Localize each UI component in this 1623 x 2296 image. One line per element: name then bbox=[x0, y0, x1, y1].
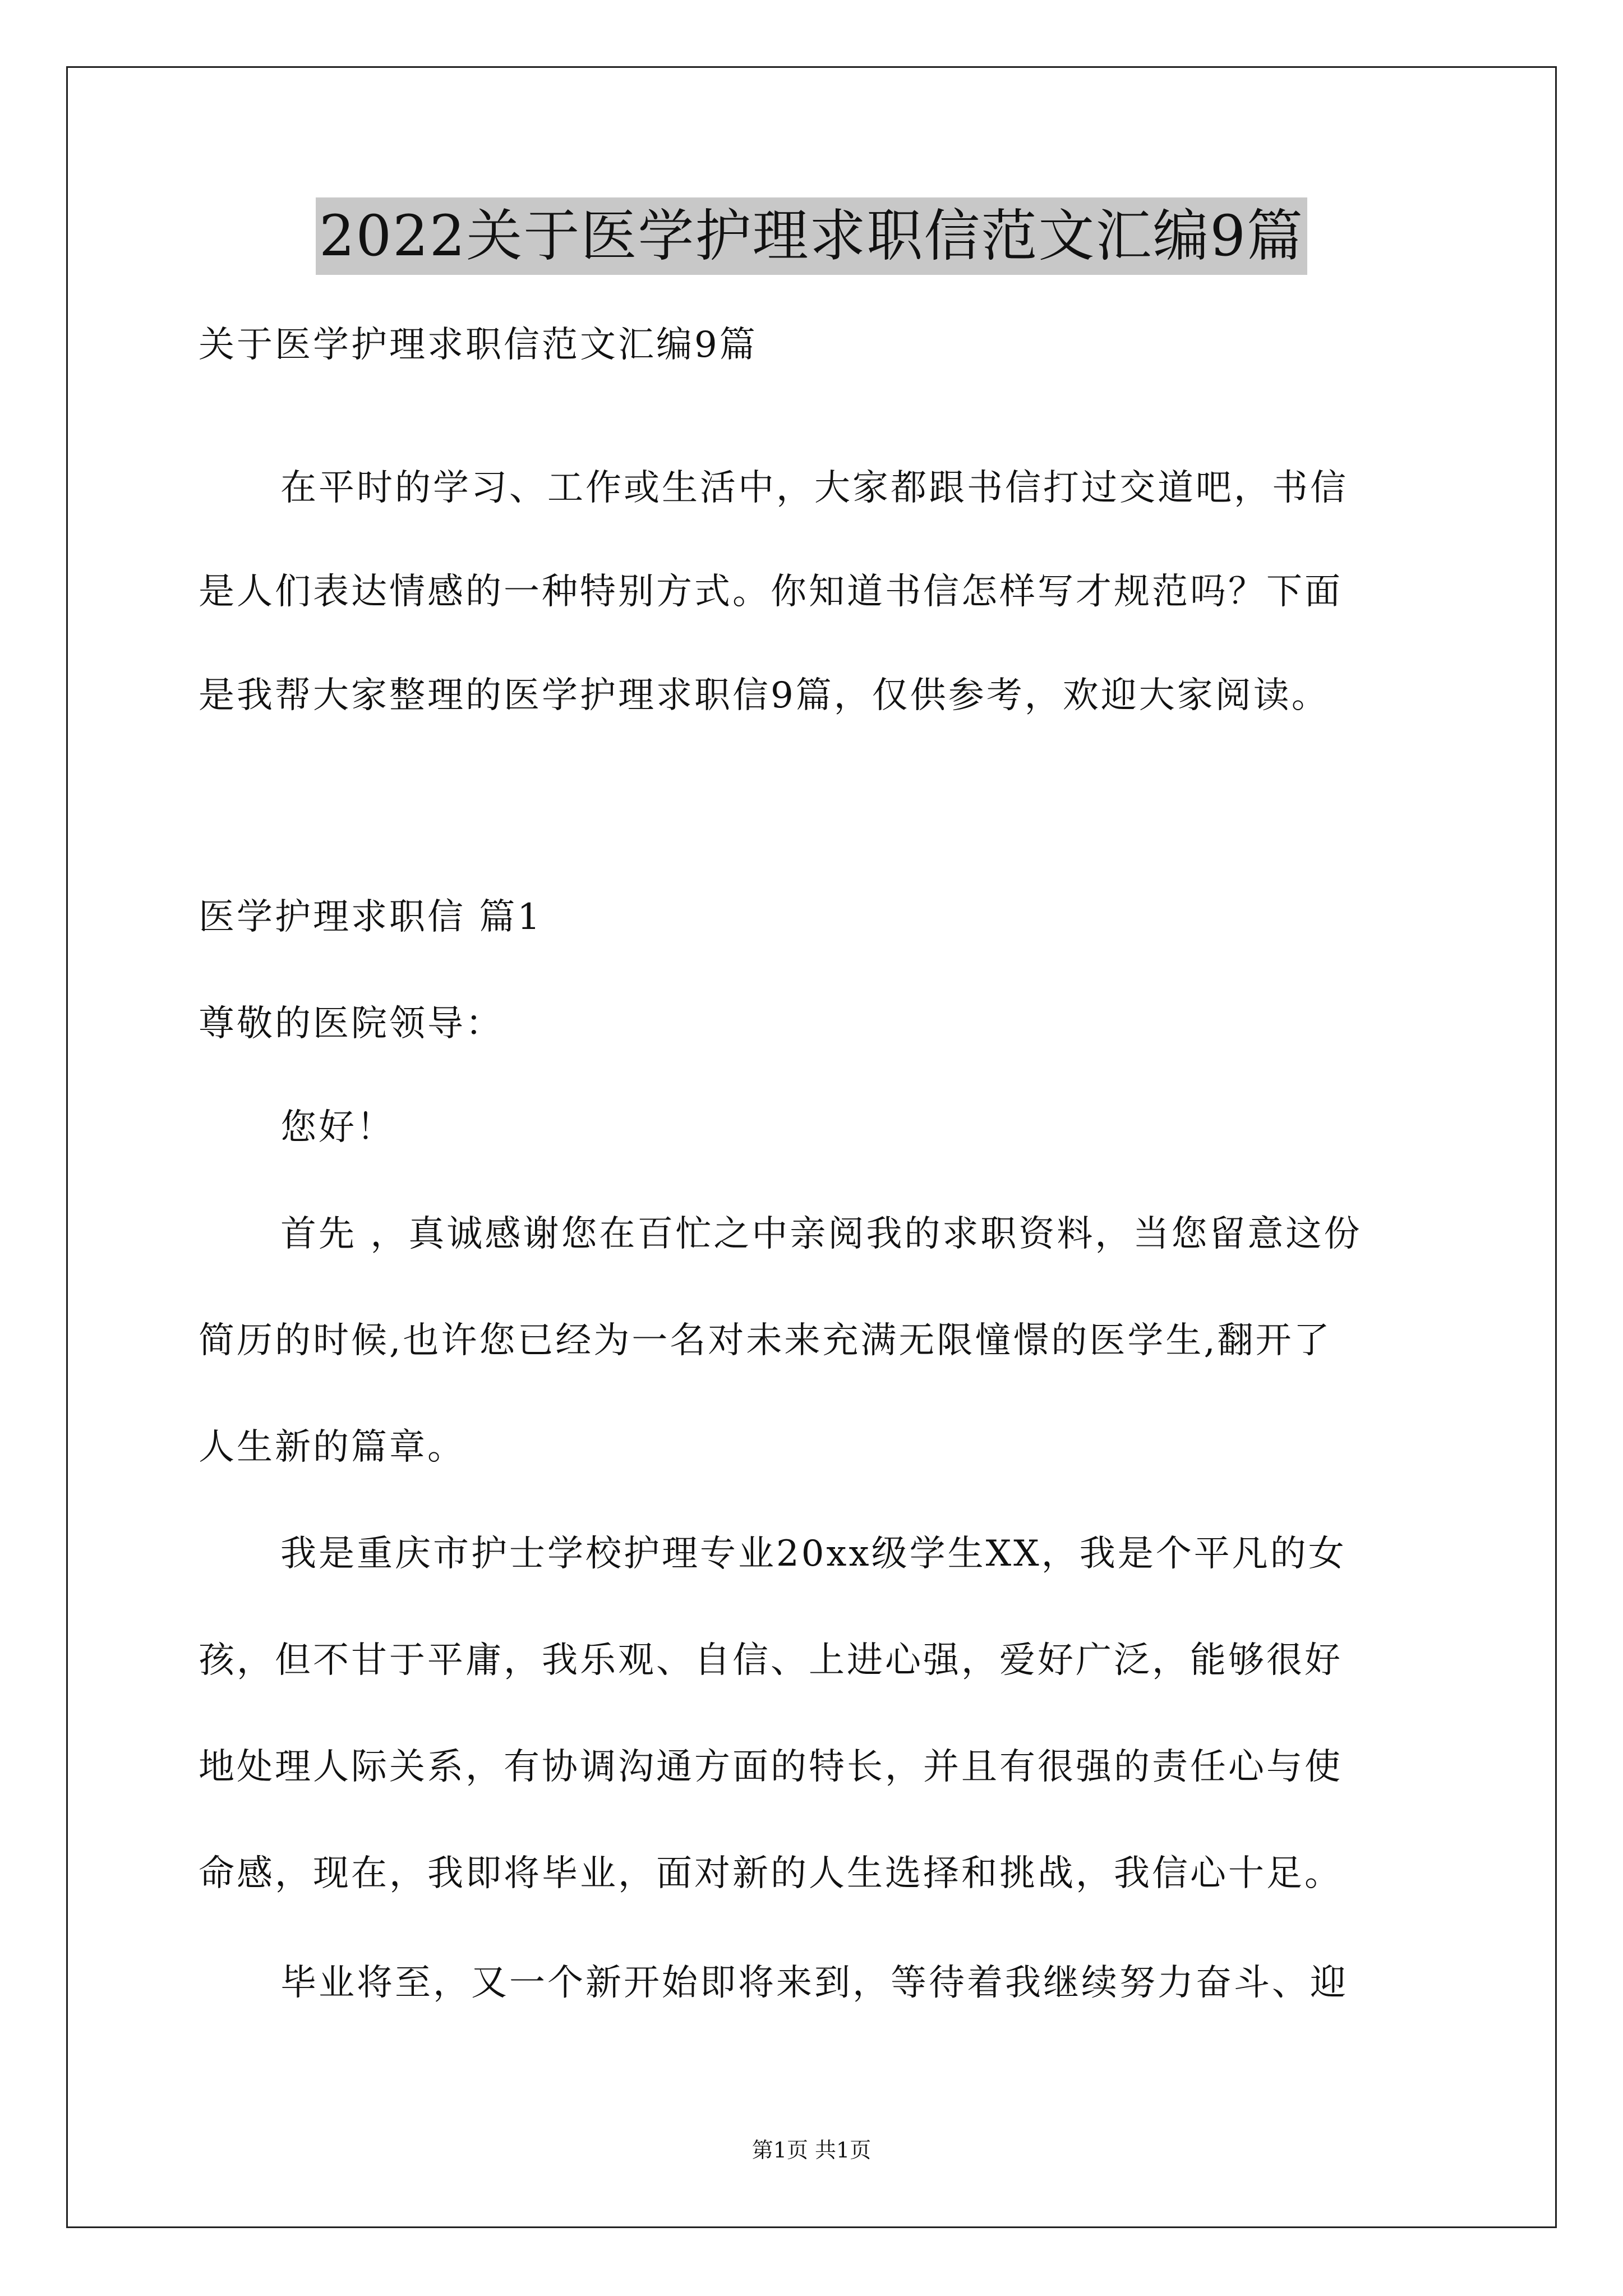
document-title: 2022关于医学护理求职信范文汇编9篇 bbox=[316, 197, 1307, 275]
salutation: 尊敬的医院领导： bbox=[199, 1003, 504, 1045]
paragraph-line: 地处理人际关系，有协调沟通方面的特长，并且有很强的责任心与使 bbox=[199, 1746, 1343, 1788]
intro-line: 是人们表达情感的一种特别方式。你知道书信怎样写才规范吗？下面 bbox=[199, 571, 1343, 613]
paragraph-line: 孩，但不甘于平庸，我乐观、自信、上进心强，爱好广泛，能够很好 bbox=[199, 1640, 1343, 1681]
page-footer: 第1页 共1页 bbox=[751, 2138, 872, 2162]
greeting: 您好！ bbox=[280, 1107, 395, 1148]
document-subtitle: 关于医学护理求职信范文汇编9篇 bbox=[199, 324, 758, 366]
paragraph-line: 我是重庆市护士学校护理专业20xx级学生XX，我是个平凡的女 bbox=[280, 1533, 1347, 1575]
paragraph-line: 人生新的篇章。 bbox=[199, 1427, 465, 1468]
section-heading: 医学护理求职信 篇1 bbox=[199, 896, 543, 938]
paragraph-line: 首先 ，真诚感谢您在百忙之中亲阅我的求职资料，当您留意这份 bbox=[280, 1213, 1362, 1255]
paragraph-line: 简历的时候,也许您已经为一名对未来充满无限憧憬的医学生,翻开了 bbox=[199, 1320, 1332, 1361]
intro-line: 在平时的学习、工作或生活中，大家都跟书信打过交道吧，书信 bbox=[280, 467, 1348, 509]
title-container bbox=[0, 197, 1623, 275]
paragraph-line: 毕业将至，又一个新开始即将来到，等待着我继续努力奋斗、迎 bbox=[280, 1962, 1348, 2004]
paragraph-line: 命感，现在，我即将毕业，面对新的人生选择和挑战，我信心十足。 bbox=[199, 1853, 1343, 1894]
intro-line: 是我帮大家整理的医学护理求职信9篇，仅供参考，欢迎大家阅读。 bbox=[199, 675, 1330, 716]
